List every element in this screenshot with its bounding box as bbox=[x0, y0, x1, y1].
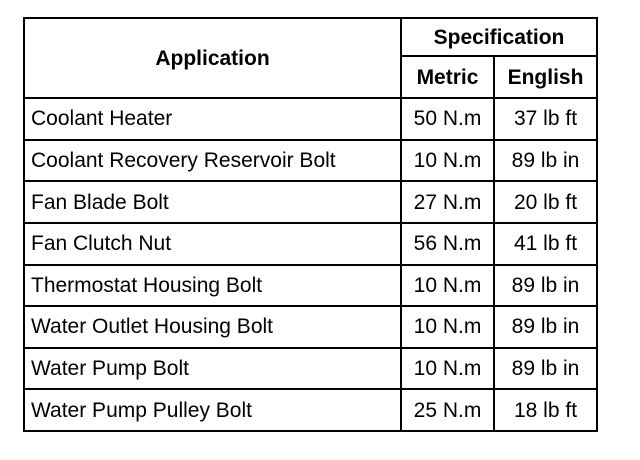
english-cell: 89 lb in bbox=[494, 265, 597, 307]
metric-cell: 27 N.m bbox=[401, 181, 494, 223]
header-metric: Metric bbox=[401, 56, 494, 98]
table-row bbox=[24, 140, 597, 182]
application-cell: Coolant Heater bbox=[24, 98, 401, 140]
table-header-row bbox=[24, 18, 597, 56]
english-cell: 18 lb ft bbox=[494, 389, 597, 431]
application-cell: Water Pump Pulley Bolt bbox=[24, 389, 401, 431]
metric-cell: 10 N.m bbox=[401, 348, 494, 390]
table-row bbox=[24, 98, 597, 140]
application-cell: Water Outlet Housing Bolt bbox=[24, 306, 401, 348]
application-cell: Coolant Recovery Reservoir Bolt bbox=[24, 140, 401, 182]
english-cell: 37 lb ft bbox=[494, 98, 597, 140]
metric-cell: 10 N.m bbox=[401, 140, 494, 182]
metric-cell: 10 N.m bbox=[401, 265, 494, 307]
application-cell: Water Pump Bolt bbox=[24, 348, 401, 390]
metric-cell: 25 N.m bbox=[401, 389, 494, 431]
table-row bbox=[24, 181, 597, 223]
header-specification: Specification bbox=[401, 18, 597, 56]
table-row bbox=[24, 348, 597, 390]
table-row bbox=[24, 306, 597, 348]
application-cell: Fan Blade Bolt bbox=[24, 181, 401, 223]
english-cell: 20 lb ft bbox=[494, 181, 597, 223]
metric-cell: 56 N.m bbox=[401, 223, 494, 265]
metric-cell: 10 N.m bbox=[401, 306, 494, 348]
application-cell: Fan Clutch Nut bbox=[24, 223, 401, 265]
english-cell: 89 lb in bbox=[494, 348, 597, 390]
torque-specification-table bbox=[23, 17, 598, 432]
table-row bbox=[24, 223, 597, 265]
header-english: English bbox=[494, 56, 597, 98]
english-cell: 41 lb ft bbox=[494, 223, 597, 265]
english-cell: 89 lb in bbox=[494, 140, 597, 182]
english-cell: 89 lb in bbox=[494, 306, 597, 348]
metric-cell: 50 N.m bbox=[401, 98, 494, 140]
header-application: Application bbox=[24, 18, 401, 98]
table-row bbox=[24, 389, 597, 431]
table-row bbox=[24, 265, 597, 307]
application-cell: Thermostat Housing Bolt bbox=[24, 265, 401, 307]
